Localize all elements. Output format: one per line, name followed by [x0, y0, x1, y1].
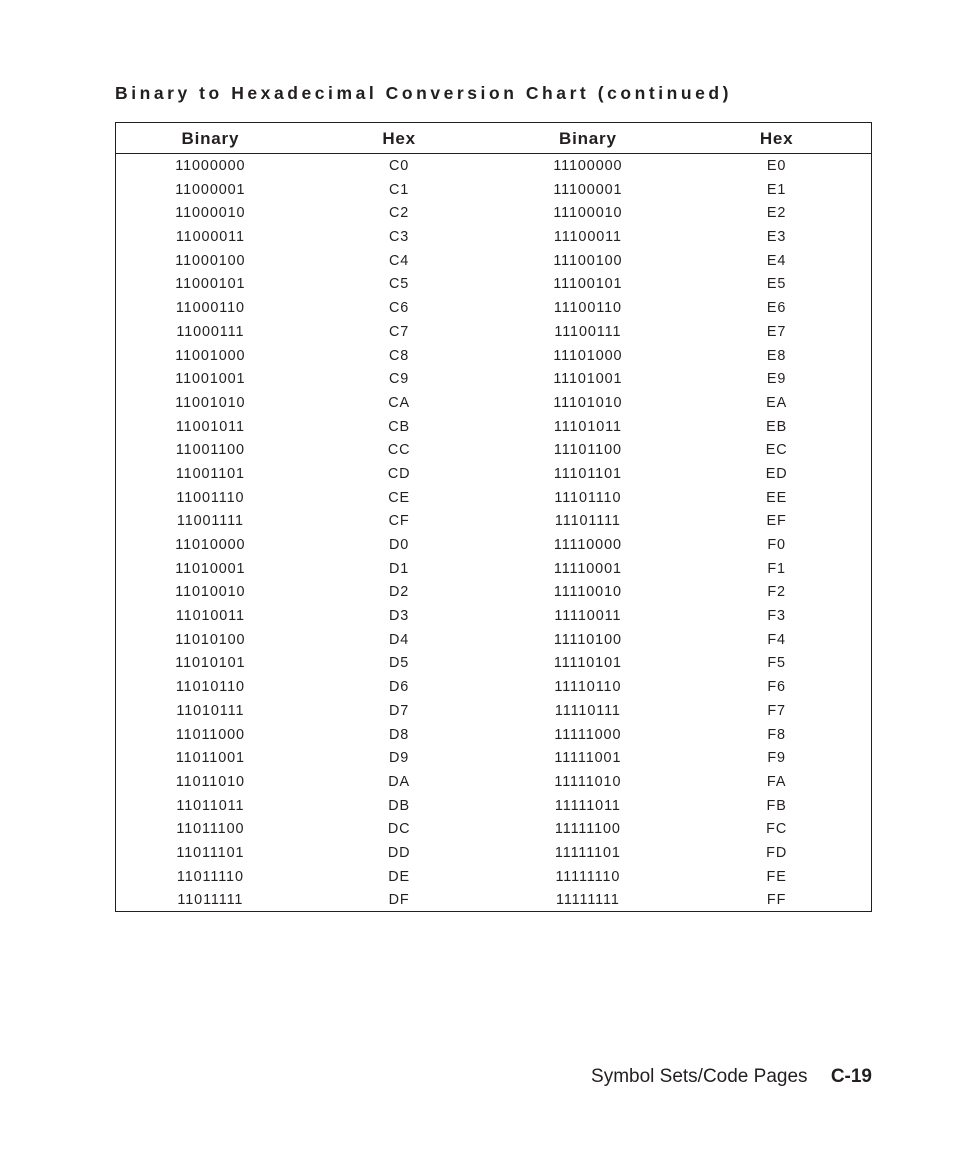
hex-cell: C8	[389, 347, 410, 364]
hex-cell: EE	[766, 489, 788, 506]
binary-cell: 11000011	[175, 229, 245, 246]
hex-cell: E7	[766, 323, 787, 340]
hex-cell: F3	[767, 608, 786, 625]
binary-cell: 11011010	[175, 773, 245, 790]
table-row	[116, 487, 871, 511]
hex-cell: DB	[388, 797, 411, 814]
binary-cell: 11000000	[175, 158, 246, 174]
binary-cell: 11101100	[553, 442, 622, 459]
hex-cell: FB	[766, 797, 787, 814]
hex-cell: DD	[387, 844, 411, 861]
binary-cell: 11010000	[175, 537, 246, 553]
binary-cell: 11000010	[175, 205, 246, 222]
table-row	[116, 273, 871, 297]
table-row	[116, 155, 871, 179]
binary-cell: 11011100	[176, 821, 245, 838]
table-body	[116, 154, 871, 913]
hex-cell: F7	[767, 702, 786, 719]
binary-cell: 11111101	[554, 844, 621, 861]
column-header-binary: Binary	[559, 129, 617, 148]
hex-cell: CF	[388, 513, 410, 530]
hex-cell: CE	[388, 489, 411, 506]
hex-cell: F6	[767, 679, 786, 696]
hex-cell: C7	[389, 323, 410, 340]
binary-cell: 11001000	[175, 347, 246, 364]
hex-cell: ED	[765, 465, 788, 482]
binary-cell: 11001001	[175, 371, 246, 388]
binary-cell: 11011110	[176, 868, 244, 885]
binary-cell: 11001111	[176, 513, 244, 530]
table-row	[116, 747, 871, 771]
table-row	[116, 581, 871, 605]
hex-cell: CC	[387, 442, 411, 459]
binary-cell: 11100110	[553, 300, 622, 317]
hex-cell: F4	[767, 631, 786, 648]
table-row	[116, 510, 871, 534]
hex-cell: D2	[389, 584, 410, 601]
binary-cell: 11100011	[553, 229, 622, 246]
page-number: C-19	[830, 1066, 872, 1087]
hex-cell: E9	[766, 371, 787, 388]
hex-cell: F2	[767, 584, 786, 601]
table-header	[116, 123, 871, 154]
hex-cell: F0	[767, 537, 786, 553]
binary-cell: 11111111	[556, 892, 620, 909]
table-row	[116, 676, 871, 700]
hex-cell: F8	[767, 726, 786, 743]
binary-cell: 11001101	[175, 465, 245, 482]
binary-cell: 11100000	[553, 158, 623, 174]
column-header-hex: Hex	[382, 129, 416, 148]
binary-cell: 11000100	[175, 252, 246, 269]
footer-section-title: Symbol Sets/Code Pages	[591, 1066, 808, 1087]
hex-cell: E2	[766, 205, 787, 222]
hex-cell: E4	[766, 252, 787, 269]
hex-cell: FE	[766, 868, 787, 885]
hex-cell: E3	[766, 229, 787, 246]
binary-cell: 11111100	[554, 821, 621, 838]
hex-cell: F9	[767, 750, 786, 767]
binary-cell: 11111000	[554, 726, 622, 743]
hex-cell: DF	[388, 892, 410, 909]
hex-cell: D0	[389, 537, 410, 553]
table-row	[116, 842, 871, 866]
table-row	[116, 345, 871, 369]
hex-cell: D7	[389, 702, 410, 719]
binary-cell: 11000110	[175, 300, 245, 317]
table-row	[116, 700, 871, 724]
binary-cell: 11011111	[177, 892, 244, 909]
hex-cell: EF	[766, 513, 787, 530]
hex-cell: C9	[389, 371, 410, 388]
table-row	[116, 605, 871, 629]
binary-cell: 11010111	[176, 702, 245, 719]
binary-cell: 11110111	[554, 702, 621, 719]
binary-cell: 11110001	[553, 560, 622, 577]
table-row	[116, 534, 871, 558]
binary-cell: 11001110	[176, 489, 245, 506]
binary-cell: 11110101	[553, 655, 622, 672]
hex-cell: E0	[766, 158, 787, 174]
table-row	[116, 226, 871, 250]
table-row	[116, 866, 871, 890]
table-row	[116, 724, 871, 748]
binary-cell: 11101111	[554, 513, 621, 530]
table-row	[116, 297, 871, 321]
binary-cell: 11010010	[175, 584, 246, 601]
hex-cell: C1	[389, 181, 410, 198]
table-row	[116, 652, 871, 676]
hex-cell: EA	[766, 394, 788, 411]
table-row	[116, 416, 871, 440]
binary-cell: 11010011	[175, 608, 245, 625]
binary-cell: 11110110	[554, 679, 622, 696]
hex-cell: D3	[389, 608, 410, 625]
table-row	[116, 321, 871, 345]
hex-cell: EC	[765, 442, 788, 459]
hex-cell: E6	[766, 300, 787, 317]
binary-cell: 11011011	[176, 797, 245, 814]
binary-cell: 11001100	[175, 442, 245, 459]
binary-cell: 11111011	[554, 797, 621, 814]
column-header-hex: Hex	[759, 129, 794, 148]
binary-cell: 11011001	[175, 750, 245, 767]
hex-cell: FF	[766, 892, 787, 909]
binary-cell: 11000101	[175, 276, 246, 293]
hex-cell: CA	[388, 394, 411, 411]
hex-cell: C5	[389, 276, 410, 293]
hex-cell: CD	[387, 465, 411, 482]
table-row	[116, 439, 871, 463]
binary-cell: 11110100	[553, 631, 622, 648]
binary-cell: 11110011	[554, 608, 622, 625]
binary-cell: 11100010	[553, 205, 623, 222]
hex-cell: FC	[766, 821, 788, 838]
binary-cell: 11111001	[554, 750, 622, 767]
binary-cell: 11101110	[554, 489, 622, 506]
hex-cell: C2	[389, 205, 410, 222]
hex-cell: EB	[766, 418, 788, 435]
hex-cell: D4	[389, 631, 410, 648]
hex-cell: D8	[389, 726, 410, 743]
table-row	[116, 392, 871, 416]
binary-cell: 11100111	[554, 323, 622, 340]
binary-cell: 11111110	[555, 868, 621, 885]
hex-cell: C3	[389, 229, 410, 246]
binary-cell: 11111010	[554, 773, 622, 790]
hex-cell: E5	[766, 276, 787, 293]
hex-cell: FD	[766, 844, 788, 861]
hex-cell: DC	[387, 821, 411, 838]
table-row	[116, 202, 871, 226]
table-row	[116, 795, 871, 819]
binary-cell: 11000111	[176, 323, 245, 340]
hex-cell: D9	[389, 750, 410, 767]
binary-cell: 11010100	[175, 631, 246, 648]
table-row	[116, 771, 871, 795]
binary-cell: 11110010	[553, 584, 622, 601]
hex-cell: D1	[389, 560, 410, 577]
table-row	[116, 629, 871, 653]
column-header-binary: Binary	[181, 129, 240, 148]
page-title: Binary to Hexadecimal Conversion Chart (continued)	[115, 83, 733, 103]
binary-cell: 11001010	[175, 394, 246, 411]
binary-cell: 11011000	[175, 726, 245, 743]
binary-cell: 11010110	[175, 679, 245, 696]
hex-cell: FA	[766, 773, 787, 790]
hex-cell: F1	[767, 560, 786, 577]
binary-cell: 11001011	[175, 418, 245, 435]
binary-cell: 11101000	[553, 347, 623, 364]
hex-cell: DE	[388, 868, 411, 885]
hex-cell: E1	[766, 181, 787, 198]
hex-cell: E8	[766, 347, 787, 364]
hex-cell: C4	[389, 252, 410, 269]
table-row	[116, 368, 871, 392]
table-row	[116, 558, 871, 582]
conversion-table	[115, 122, 872, 912]
binary-cell: 11010001	[175, 560, 246, 577]
binary-cell: 11101011	[553, 418, 622, 435]
table-row	[116, 250, 871, 274]
binary-cell: 11100101	[553, 276, 623, 293]
table-row	[116, 179, 871, 203]
table-row	[116, 818, 871, 842]
hex-cell: D5	[389, 655, 410, 672]
hex-cell: CB	[388, 418, 411, 435]
binary-cell: 11011101	[176, 844, 245, 861]
page-footer	[591, 1066, 872, 1088]
binary-cell: 11000001	[175, 181, 246, 198]
table-row	[116, 463, 871, 487]
binary-cell: 11110000	[553, 537, 622, 553]
table-row	[116, 889, 871, 913]
hex-cell: D6	[389, 679, 410, 696]
binary-cell: 11100001	[553, 181, 623, 198]
binary-cell: 11101001	[553, 371, 623, 388]
binary-cell: 11100100	[553, 252, 623, 269]
binary-cell: 11101010	[553, 394, 623, 411]
hex-cell: C0	[389, 158, 410, 174]
hex-cell: DA	[388, 773, 411, 790]
binary-cell: 11010101	[175, 655, 246, 672]
hex-cell: C6	[389, 300, 410, 317]
binary-cell: 11101101	[553, 465, 622, 482]
hex-cell: F5	[767, 655, 786, 672]
